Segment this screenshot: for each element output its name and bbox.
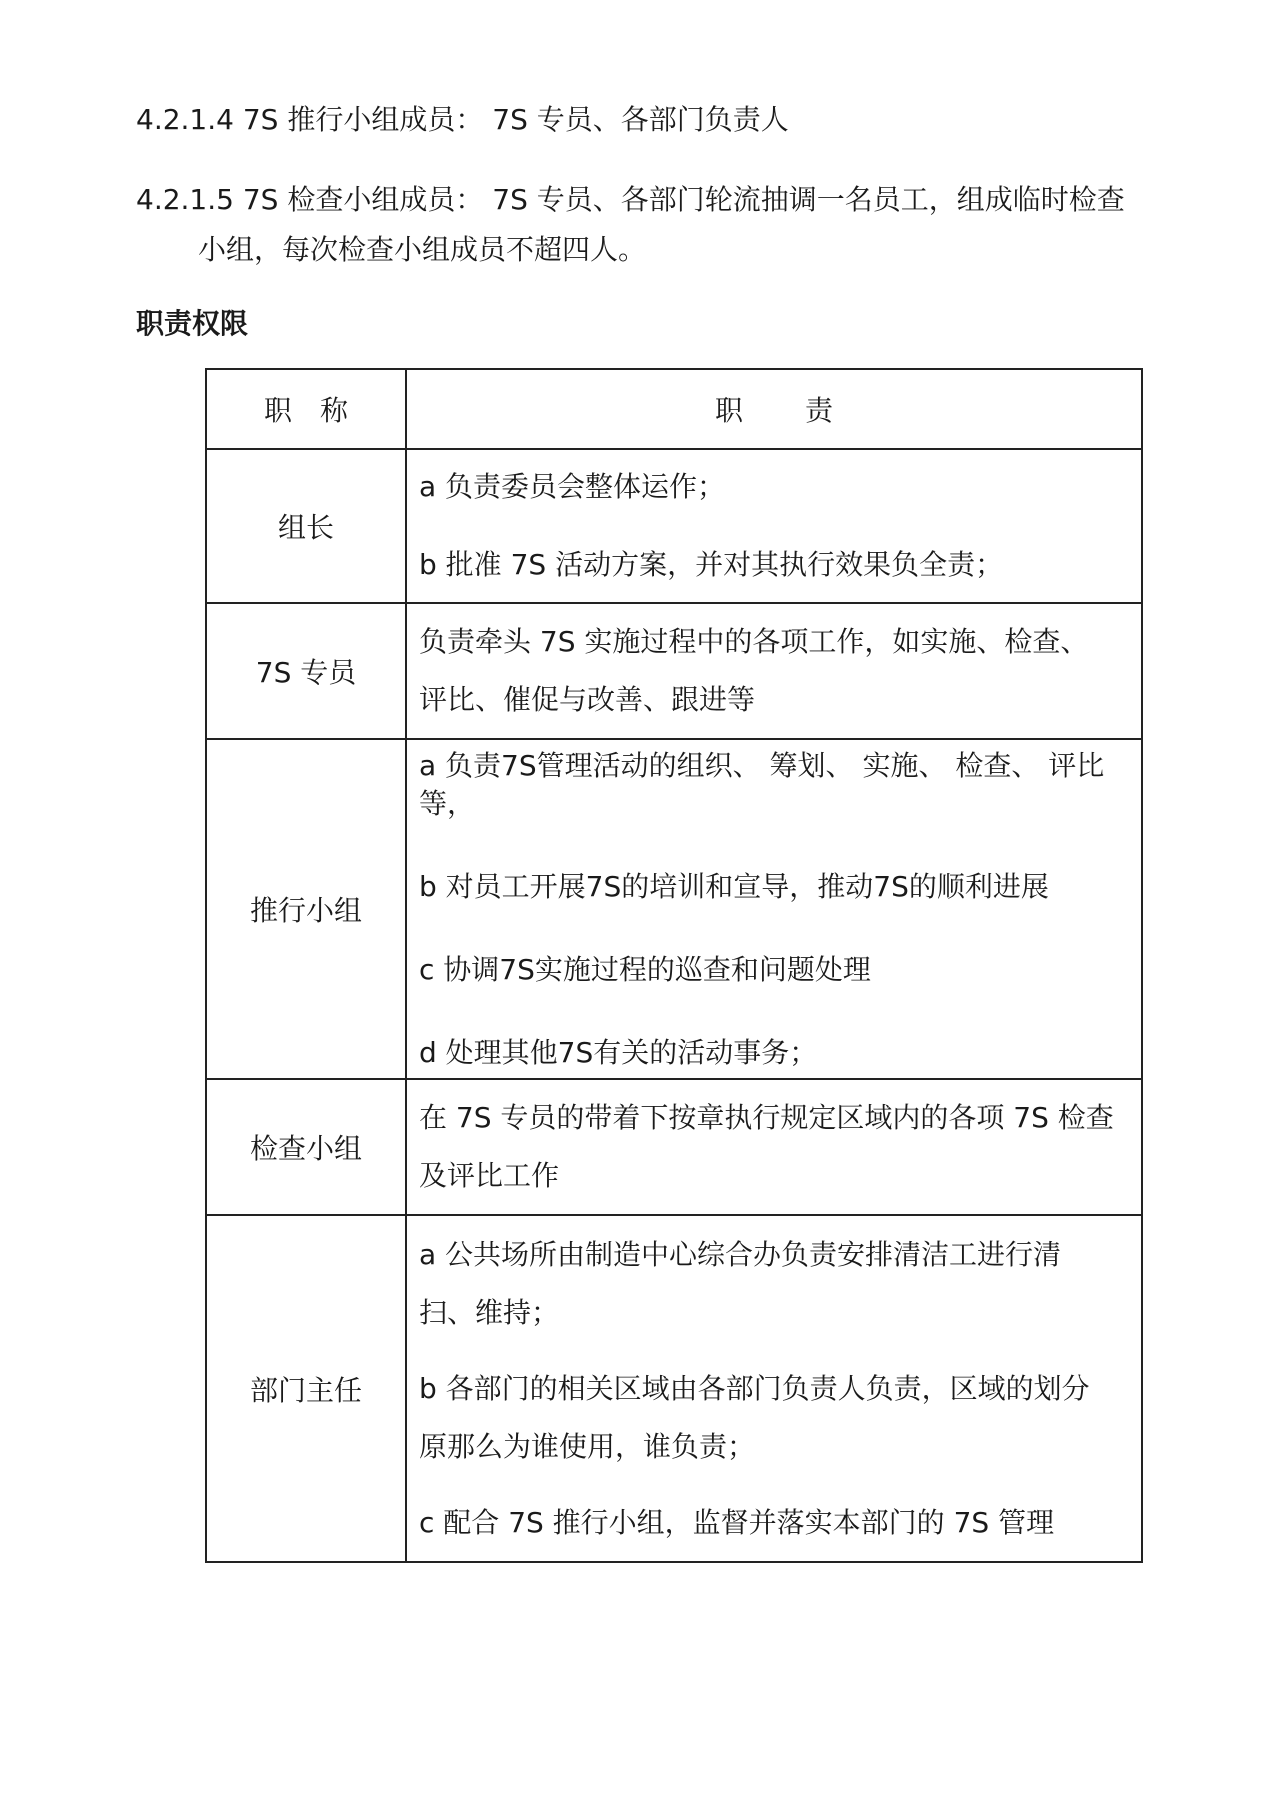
table-row xyxy=(206,1215,1142,1562)
duty-line: a 负责委员会整体运作； xyxy=(419,470,726,503)
duty-line: a 公共场所由制造中心综合办负责安排清洁工进行清 xyxy=(419,1237,1062,1271)
table-row xyxy=(206,603,1142,739)
duty-line: 负责牵头 7S 实施过程中的各项工作，如实施、检查、 xyxy=(419,625,1089,658)
role-title: 推行小组 xyxy=(206,739,406,1079)
header-char: 职 xyxy=(714,394,743,427)
duty-line: 原那么为谁使用，谁负责； xyxy=(419,1429,756,1463)
role-duties xyxy=(406,449,1142,603)
header-title xyxy=(206,369,406,449)
duty-line: 评比、催促与改善、跟进等 xyxy=(419,683,756,716)
paragraph-line: 4.2.1.5 7S 检查小组成员： 7S 专员、各部门轮流抽调一名员工，组成临时检查 xyxy=(136,183,1125,216)
duty-line: c 协调7S实施过程的巡查和问题处理 xyxy=(419,952,871,986)
role-title: 部门主任 xyxy=(206,1215,406,1562)
role-title: 组长 xyxy=(206,449,406,603)
header-char: 责 xyxy=(805,394,834,427)
role-title: 检查小组 xyxy=(206,1079,406,1215)
header-char: 称 xyxy=(320,394,349,427)
duty-line: b 各部门的相关区域由各部门负责人负责，区域的划分 xyxy=(419,1371,1090,1405)
role-duties xyxy=(406,603,1142,739)
responsibility-table xyxy=(205,368,1143,1563)
header-char: 职 xyxy=(263,394,292,427)
section-heading: 职责权限 xyxy=(136,307,249,340)
table-row xyxy=(206,449,1142,603)
duty-line: a 负责7S管理活动的组织、 筹划、 实施、 检查、 评比等， xyxy=(419,748,1105,820)
duty-line: c 配合 7S 推行小组，监督并落实本部门的 7S 管理 xyxy=(419,1505,1055,1539)
table-row xyxy=(206,1079,1142,1215)
table-header-row xyxy=(206,369,1142,449)
duty-line: b 批准 7S 活动方案，并对其执行效果负全责； xyxy=(419,548,1004,581)
role-duties xyxy=(406,739,1142,1079)
role-duties xyxy=(406,1215,1142,1562)
paragraph-4-2-1-5 xyxy=(136,175,1186,275)
duty-line: 扫、维持； xyxy=(419,1295,560,1329)
role-duties xyxy=(406,1079,1142,1215)
paragraph-4-2-1-4: 4.2.1.4 7S 推行小组成员： 7S 专员、各部门负责人 xyxy=(136,103,789,136)
role-title: 7S 专员 xyxy=(206,603,406,739)
duty-line: 在 7S 专员的带着下按章执行规定区域内的各项 7S 检查 xyxy=(419,1101,1114,1134)
table-row xyxy=(206,739,1142,1079)
paragraph-line: 小组，每次检查小组成员不超四人。 xyxy=(198,233,647,266)
header-duty xyxy=(406,369,1142,449)
duty-line: 及评比工作 xyxy=(419,1159,560,1192)
duty-line: d 处理其他7S有关的活动事务； xyxy=(419,1035,818,1069)
duty-line: b 对员工开展7S的培训和宣导，推动7S的顺利进展 xyxy=(419,869,1049,903)
